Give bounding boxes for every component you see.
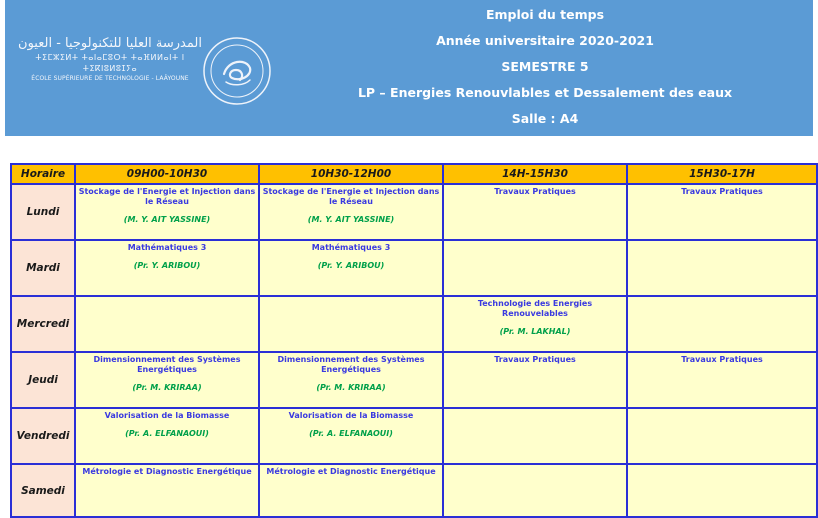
schedule-cell [259,296,443,352]
schedule-cell [443,352,627,408]
schedule-cell [259,184,443,240]
university-seal-icon [202,36,272,106]
day-label: Mercredi [11,296,75,352]
course-name [76,297,258,299]
teacher-name: (Pr. M. KRIRAA) [316,383,386,392]
teacher-name: (Pr. A. ELFANAOUI) [309,429,393,438]
course-name [628,409,816,411]
course-name [444,241,626,243]
course-name [444,409,626,411]
course-name: Dimensionnement des Systèmes Energétiques [93,355,241,374]
course-name: Mathématiques 3 [311,243,391,252]
teacher-name: (Pr. M. LAKHAL) [499,327,571,336]
academic-year: Année universitaire 2020-2021 [436,33,654,48]
teacher-name: (M. Y. AIT YASSINE) [307,215,395,224]
course-name: Métrologie et Diagnostic Energétique [82,467,252,476]
course-name: Mathématiques 3 [127,243,207,252]
slot-header-row [11,164,817,184]
schedule-cell [75,408,259,464]
course-name [628,297,816,299]
day-label: Jeudi [11,352,75,408]
teacher-name: (Pr. Y. ARIBOU) [133,261,201,270]
day-label: Samedi [11,464,75,517]
schedule-cell [627,352,817,408]
schedule-cell [443,184,627,240]
school-name-arabic: المدرسة العليا للتكنولوجيا - العيون [18,36,202,51]
program-name: LP – Energies Renouvlables et Dessalement des eaux [357,85,733,100]
schedule-cell [75,352,259,408]
schedule-cell [75,240,259,296]
semester-label: SEMESTRE 5 [501,59,589,74]
schedule-cell [259,240,443,296]
day-row [11,352,817,408]
schedule-cell [627,184,817,240]
course-name: Travaux Pratiques [494,187,576,196]
course-name: Valorisation de la Biomasse [104,411,230,420]
schedule-cell [259,408,443,464]
day-row [11,464,817,517]
course-name: Stockage de l'Energie et Injection dans le Réseau [78,187,256,206]
schedule-cell [259,352,443,408]
day-row [11,240,817,296]
day-row [11,408,817,464]
day-label: Mardi [11,240,75,296]
course-name [260,297,442,299]
course-name [444,465,626,467]
course-name: Métrologie et Diagnostic Energétique [266,467,436,476]
course-name: Travaux Pratiques [681,355,763,364]
school-name-tifinagh: ⵜⵉⵎⵣⵉⵍⵜ ⵜⴰⵏⴰⵎⵓⵔⵜ ⵜⴰⴼⵍⵍⴰⵏⵜ ⵏ ⵜⵉⴽⵏⵓⵍⵓⵊⵢⴰ [35,53,185,73]
header-banner [5,0,813,136]
schedule-cell [443,464,627,517]
schedule-cell [627,464,817,517]
school-name-block [15,36,205,84]
schedule-cell [259,464,443,517]
day-label: Lundi [11,184,75,240]
page-title: Emploi du temps [485,7,605,22]
course-name: Travaux Pratiques [494,355,576,364]
course-name: Technologie des Energies Renouvelables [477,299,593,318]
slot-header: 14H-15H30 [443,164,627,184]
course-name [628,241,816,243]
schedule-cell [443,296,627,352]
slot-header: 15H30-17H [627,164,817,184]
schedule-cell [443,408,627,464]
schedule-cell [627,408,817,464]
room-label: Salle : A4 [511,111,579,126]
course-name: Travaux Pratiques [681,187,763,196]
schedule-cell [443,240,627,296]
day-row [11,296,817,352]
header-titles [305,2,785,132]
schedule-cell [627,240,817,296]
teacher-name: (Pr. Y. ARIBOU) [317,261,385,270]
course-name: Stockage de l'Energie et Injection dans le Réseau [262,187,440,206]
slot-header: 10H30-12H00 [259,164,443,184]
school-name-french: ÉCOLE SUPÉRIEURE DE TECHNOLOGIE - LAÂYOUNE [31,75,189,82]
day-row [11,184,817,240]
schedule-cell [75,296,259,352]
slot-header: 09H00-10H30 [75,164,259,184]
teacher-name: (Pr. A. ELFANAOUI) [125,429,209,438]
day-label: Vendredi [11,408,75,464]
schedule-cell [627,296,817,352]
schedule-cell [75,464,259,517]
timetable-grid [10,163,818,518]
schedule-cell [75,184,259,240]
course-name: Valorisation de la Biomasse [288,411,414,420]
teacher-name: (M. Y. AIT YASSINE) [123,215,211,224]
teacher-name: (Pr. M. KRIRAA) [132,383,202,392]
corner-header: Horaire [11,164,75,184]
course-name [628,465,816,467]
course-name: Dimensionnement des Systèmes Energétiques [277,355,425,374]
